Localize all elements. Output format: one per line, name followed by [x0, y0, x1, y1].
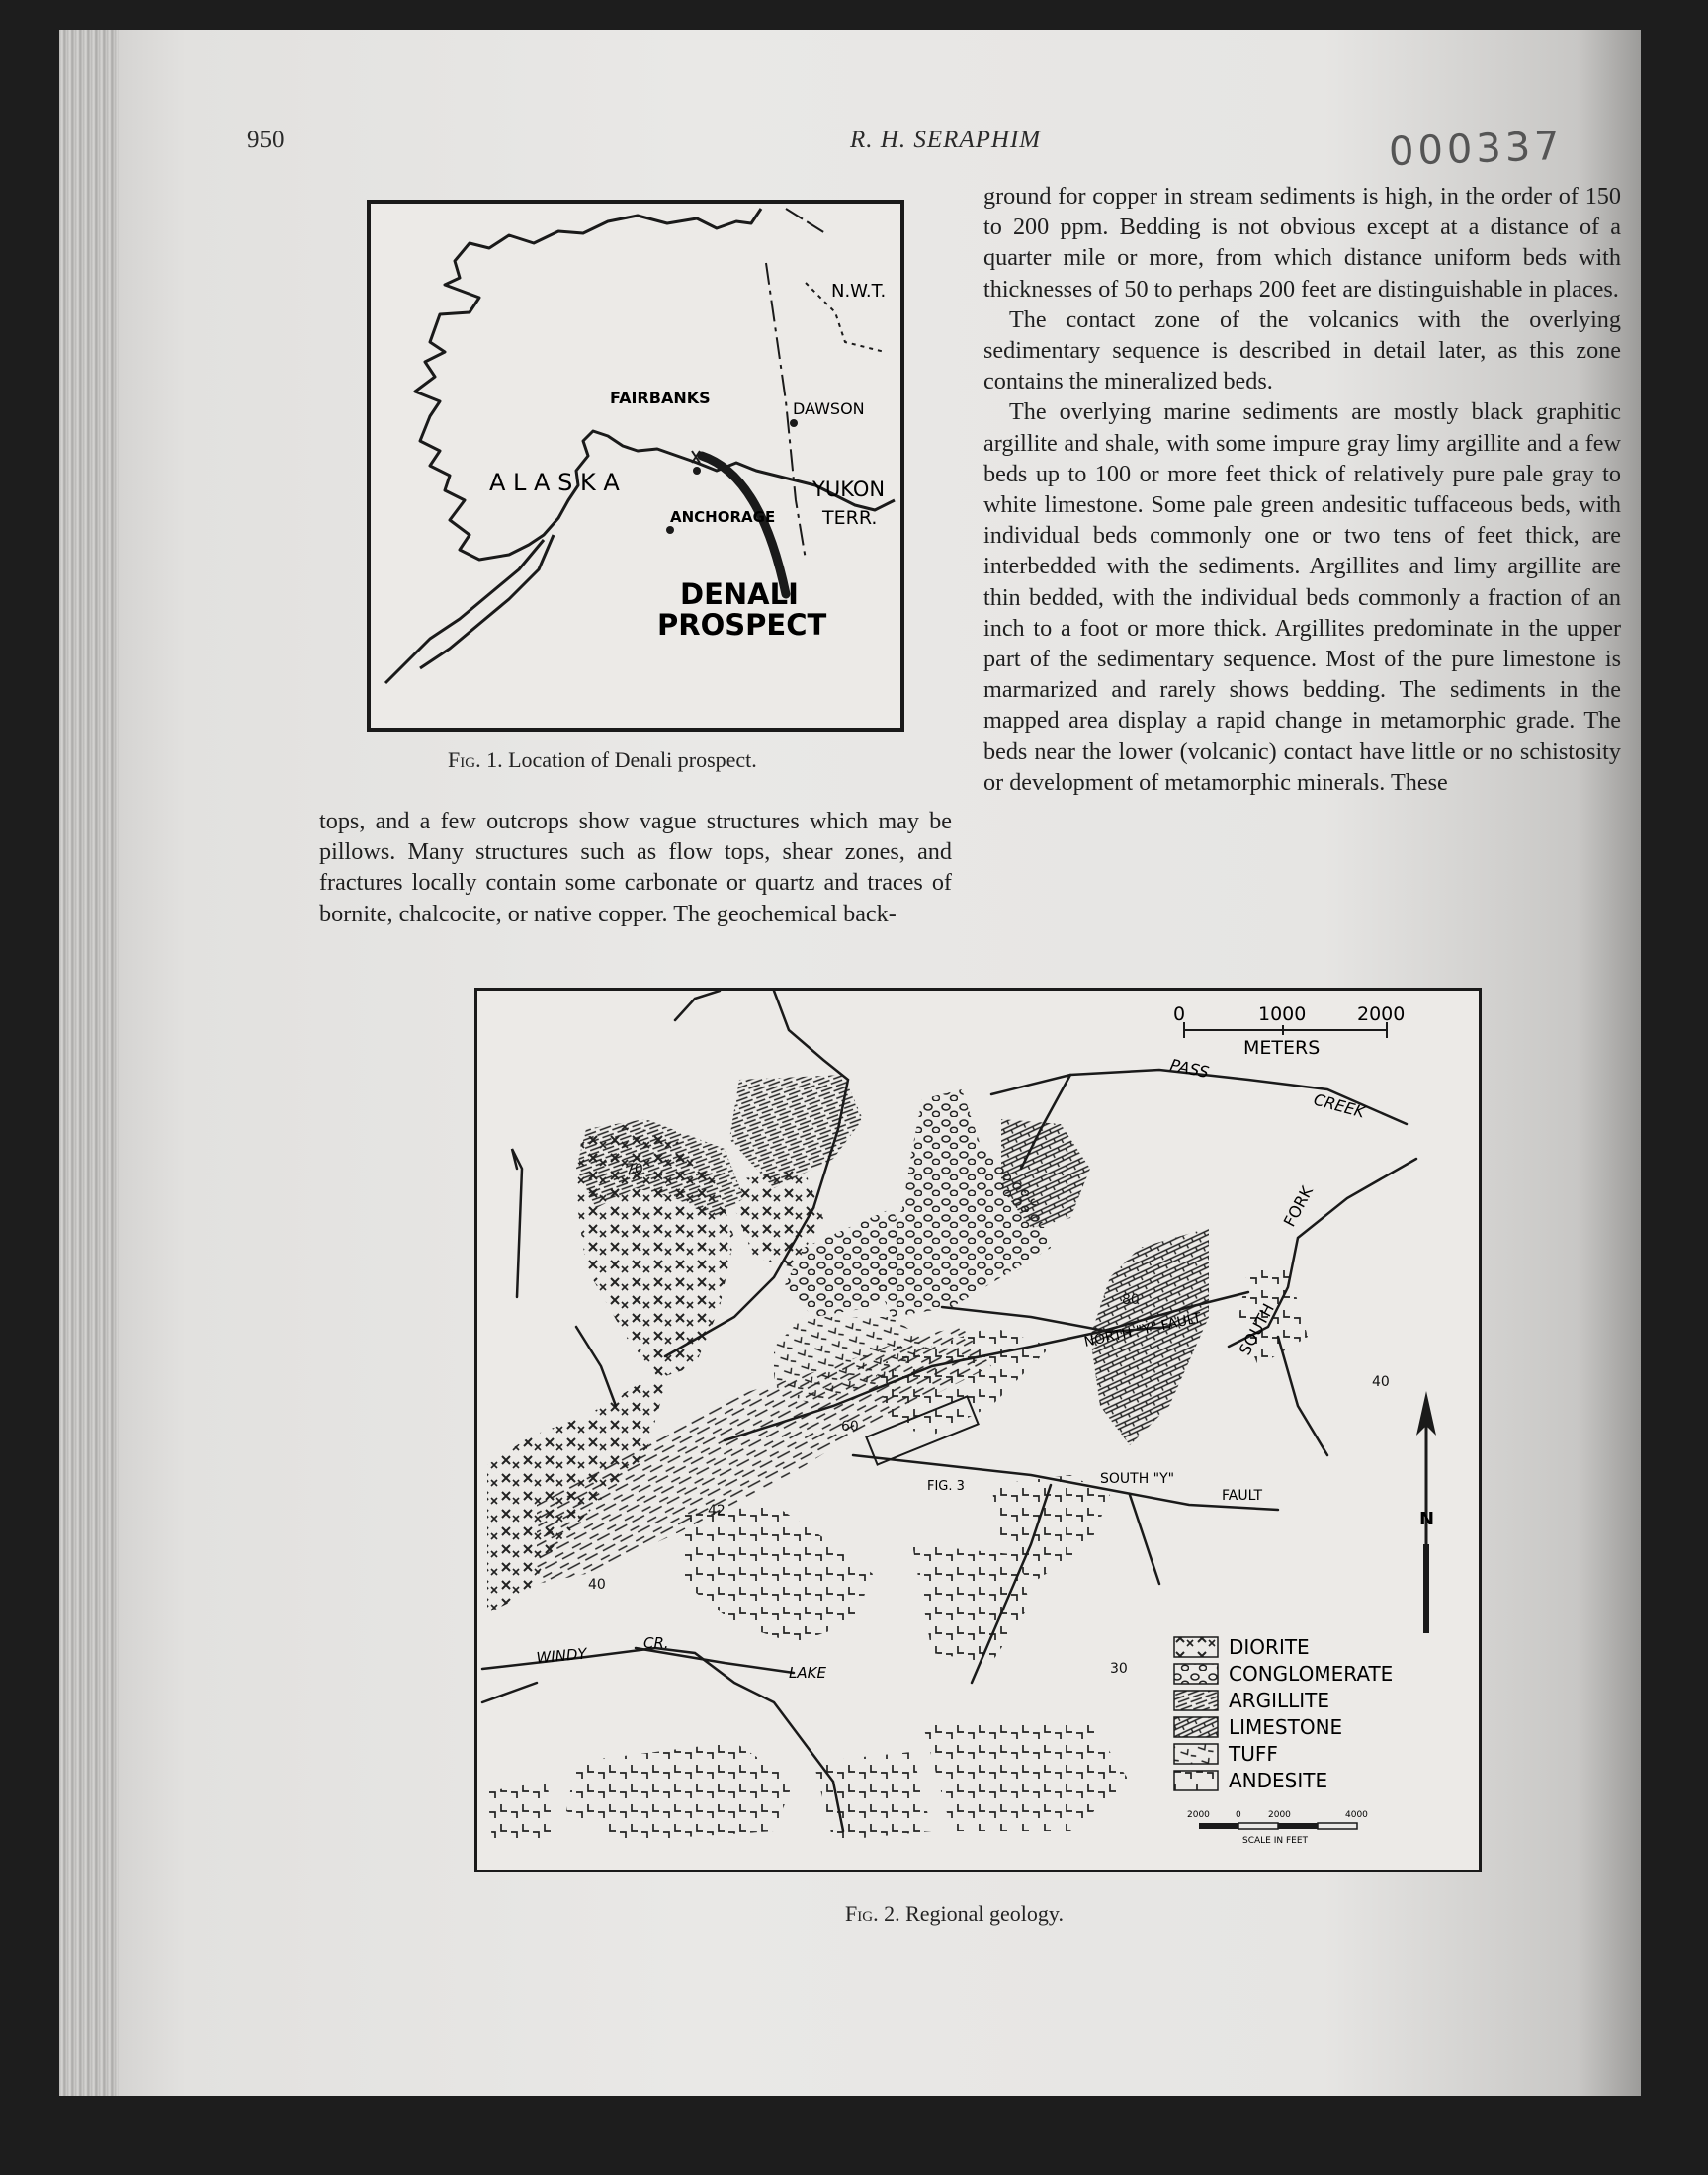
- paragraph: tops, and a few outcrops show vague structures which may be pillows. Many structures such as flow tops, shear zones, and fractures locally contain some carbonate or quartz and traces of bornite, chalcocite, or native copper. The geochemical back-: [319, 808, 952, 927]
- label-nwt: N.W.T.: [831, 281, 887, 302]
- paragraph: ground for copper in stream sediments is high, in the order of 150 to 200 ppm. Bedding is not obvious except at a distance of a quarter mile or more, from which distance uniform beds with thicknesses of 50 to perhaps 200 feet are distinguishable in places.: [983, 183, 1621, 303]
- dip-label: 70: [626, 1162, 643, 1177]
- label-dawson: DAWSON: [793, 399, 865, 418]
- page-binding-edge: [59, 30, 119, 2096]
- running-head: R. H. SERAPHIM: [850, 127, 1042, 153]
- document-stamp: 000337: [1388, 123, 1565, 176]
- legend-swatch-conglomerate: [1174, 1664, 1218, 1684]
- dip-label: 60: [841, 1419, 859, 1435]
- legend-label-limestone: LIMESTONE: [1229, 1715, 1343, 1739]
- dip-label: 40: [588, 1577, 606, 1593]
- label-north-y-fault: NORTH "Y" FAULT: [1082, 1310, 1203, 1350]
- north-arrow-label: N: [1419, 1509, 1435, 1529]
- legend: [1174, 1635, 1393, 1792]
- label-prospect: PROSPECT: [657, 608, 827, 642]
- legend-label-andesite: ANDESITE: [1229, 1769, 1328, 1792]
- legend-swatch-argillite: [1174, 1691, 1218, 1710]
- scale-tick: 0: [1236, 1810, 1241, 1820]
- andesite-area-mid: [912, 1544, 1031, 1663]
- figure-1-label: Fig. 1.: [448, 747, 503, 772]
- label-south-y: SOUTH "Y": [1100, 1471, 1175, 1487]
- andesite-area-s: [813, 1752, 932, 1841]
- right-text-column: [983, 181, 1621, 798]
- legend-swatch-andesite: [1174, 1771, 1218, 1790]
- figure-1-caption-text: Location of Denali prospect.: [508, 747, 757, 772]
- label-south: SOUTH: [1235, 1300, 1278, 1358]
- legend-swatch-limestone: [1174, 1717, 1218, 1737]
- legend-swatch-diorite: [1174, 1637, 1218, 1657]
- legend-label-tuff: TUFF: [1229, 1742, 1278, 1766]
- figure-2-label: Fig. 2.: [845, 1901, 900, 1926]
- paragraph: The contact zone of the volcanics with the overlying sedimentary sequence is described in detail later, as this zone contains the mineralized beds.: [983, 305, 1621, 395]
- figure-1-location-map: [367, 200, 904, 732]
- label-anchorage: ANCHORAGE: [670, 508, 776, 526]
- argillite-area-north: [729, 1075, 863, 1188]
- figure-2-caption: [845, 1901, 1064, 1927]
- page-number: 950: [247, 127, 285, 153]
- label-fork: FORK: [1279, 1182, 1317, 1230]
- andesite-area-sw: [566, 1742, 794, 1841]
- andesite-area-south: [685, 1505, 873, 1643]
- label-denali: DENALI: [680, 577, 799, 611]
- figure-1-caption: [448, 747, 757, 773]
- paragraph: The overlying marine sediments are mostly black graphitic argillite and shale, with some impure gray limy argillite and a few beds up to 100 or more feet thick of relatively pure pale gray to white limestone. Some pale green andesitic tuffaceous beds, with individual beds commonly one or two tens of feet thick, are interbedded with the sediments. Argillites and limy argillite are thin bedded, with the individual beds commonly a fraction of an inch to a foot or more thick. Argillites predominate in the upper part of the sedimentary sequence. Most of the pure limestone is marmarized and rarely shows bedding. The sediments in the mapped area display a rapid change in metamorphic grade. The beds near the lower (volcanic) contact have little or no schistosity or development of metamorphic minerals. These: [983, 398, 1621, 796]
- label-alaska: A L A S K A: [489, 469, 620, 496]
- scale-tick: 1000: [1258, 1003, 1307, 1025]
- scale-tick: 4000: [1345, 1810, 1368, 1820]
- label-fairbanks: FAIRBANKS: [610, 389, 711, 407]
- legend-label-diorite: DIORITE: [1229, 1635, 1310, 1659]
- label-cr: CR.: [643, 1634, 669, 1652]
- legend-label-argillite: ARGILLITE: [1229, 1689, 1330, 1712]
- dip-label: 30: [1110, 1661, 1128, 1677]
- label-yukon: YUKON: [812, 478, 886, 501]
- label-windy: WINDY: [535, 1644, 588, 1667]
- label-pass: PASS: [1168, 1055, 1211, 1083]
- scale-tick: 2000: [1187, 1810, 1210, 1820]
- figure-2-caption-text: Regional geology.: [905, 1901, 1064, 1926]
- scale-unit: METERS: [1243, 1037, 1321, 1059]
- legend-label-conglomerate: CONGLOMERATE: [1229, 1662, 1394, 1686]
- left-text-column: [319, 806, 952, 929]
- label-terr: TERR.: [822, 507, 878, 529]
- dip-label: 80: [1122, 1292, 1140, 1308]
- scanned-page: [59, 30, 1641, 2096]
- geology-map: [477, 991, 1479, 1870]
- label-fault: FAULT: [1222, 1488, 1263, 1504]
- feet-scale-bar: [1199, 1823, 1357, 1829]
- scale-unit: SCALE IN FEET: [1242, 1836, 1309, 1846]
- andesite-area-far-sw: [487, 1782, 556, 1841]
- aleutian-peninsula: [385, 540, 544, 683]
- label-lake: LAKE: [789, 1664, 826, 1682]
- scale-tick: 0: [1173, 1003, 1186, 1025]
- legend-swatch-tuff: [1174, 1744, 1218, 1764]
- figure-2-regional-geology-map: [474, 988, 1482, 1872]
- label-creek: CREEK: [1311, 1089, 1368, 1122]
- label-fig3: FIG. 3: [927, 1479, 965, 1494]
- scale-tick: 2000: [1268, 1810, 1291, 1820]
- scale-tick: 2000: [1357, 1003, 1406, 1025]
- andesite-area-se: [922, 1722, 1130, 1831]
- dip-label: 42: [708, 1503, 726, 1519]
- dip-label: 40: [1372, 1374, 1390, 1390]
- alaska-map: [371, 204, 900, 728]
